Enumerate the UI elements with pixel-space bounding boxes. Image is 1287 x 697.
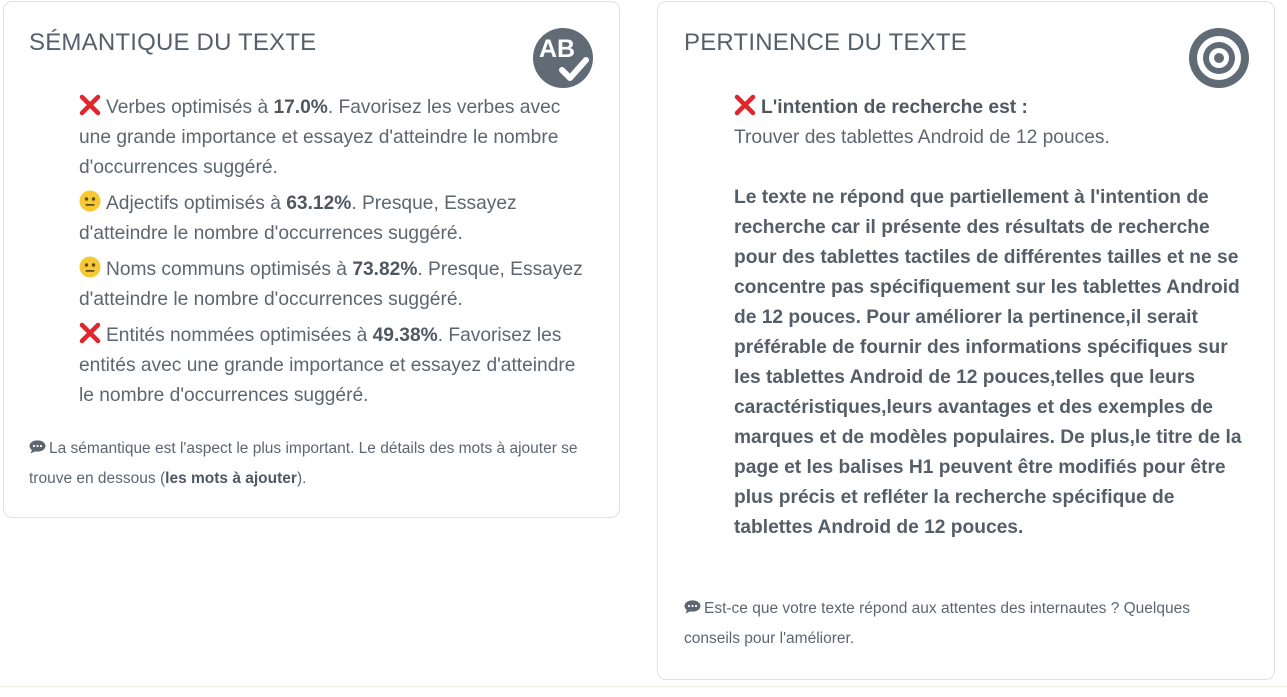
pertinence-card	[657, 1, 1275, 680]
neutral-face-icon	[79, 256, 101, 278]
cross-mark-icon	[79, 322, 101, 344]
comment-icon	[29, 440, 46, 454]
target-icon	[1188, 27, 1250, 89]
score-value: 49.38%	[372, 325, 438, 346]
semantique-note: La sémantique est l'aspect le plus important. Le détails des mots à ajouter se trouve en dessous (les mots à ajouter).	[29, 440, 578, 487]
score-value: 73.82%	[352, 259, 418, 280]
relevance-analysis: Le texte ne répond que partiellement à l'intention de recherche car il présente des résultats de recherche pour des tablettes tactiles de différentes tailles et ne se concentre pas spécifiquement sur les tablettes Android de 12 pouces. Pour améliorer la pertinence,il serait préférable de fournir des informations spécifiques sur les tablettes Android de 12 pouces,telles que leurs caractéristiques,leurs avantages et des exemples de marques et de modèles populaires. De plus,le titre de la page et les balises H1 peuvent être modifiés pour être plus précis et refléter la recherche spécifique de tablettes Android de 12 pouces.	[734, 187, 1242, 538]
list-item: Verbes optimisés à 17.0%. Favorisez les verbes avec une grande importance et essayez d'atteindre le nombre d'occurrences suggéré.	[79, 93, 594, 183]
intent-section	[734, 93, 1254, 543]
pertinence-note: Est-ce que votre texte répond aux attentes des internautes ? Quelques conseils pour l'améliorer.	[684, 600, 1190, 647]
semantique-card	[3, 1, 620, 518]
comment-icon	[684, 600, 701, 614]
intent-heading	[734, 93, 1254, 123]
neutral-face-icon	[79, 190, 101, 212]
cross-mark-icon	[734, 94, 756, 116]
mots-a-ajouter-link[interactable]: les mots à ajouter	[165, 470, 297, 487]
page-footer-divider	[0, 686, 1287, 697]
list-item: Noms communs optimisés à 73.82%. Presque, Essayez d'atteindre le nombre d'occurrences suggéré.	[79, 255, 594, 315]
ab-check-icon	[532, 27, 594, 89]
cross-mark-icon	[79, 94, 101, 116]
list-item: Entités nommées optimisées à 49.38%. Favorisez les entités avec une grande importance et essayez d'atteindre le nombre d'occurrences suggéré.	[79, 321, 594, 411]
score-value: 63.12%	[286, 193, 352, 214]
list-item: Adjectifs optimisés à 63.12%. Presque, Essayez d'atteindre le nombre d'occurrences suggéré.	[79, 189, 594, 249]
intent-value: Trouver des tablettes Android de 12 pouces.	[734, 127, 1110, 148]
pertinence-title: PERTINENCE DU TEXTE	[684, 29, 967, 56]
score-value: 17.0%	[273, 97, 328, 118]
semantic-score-list	[79, 93, 594, 417]
svg-text:AB: AB	[539, 35, 576, 63]
intent-label: L'intention de recherche est :	[761, 97, 1028, 118]
semantique-title: SÉMANTIQUE DU TEXTE	[29, 29, 317, 56]
